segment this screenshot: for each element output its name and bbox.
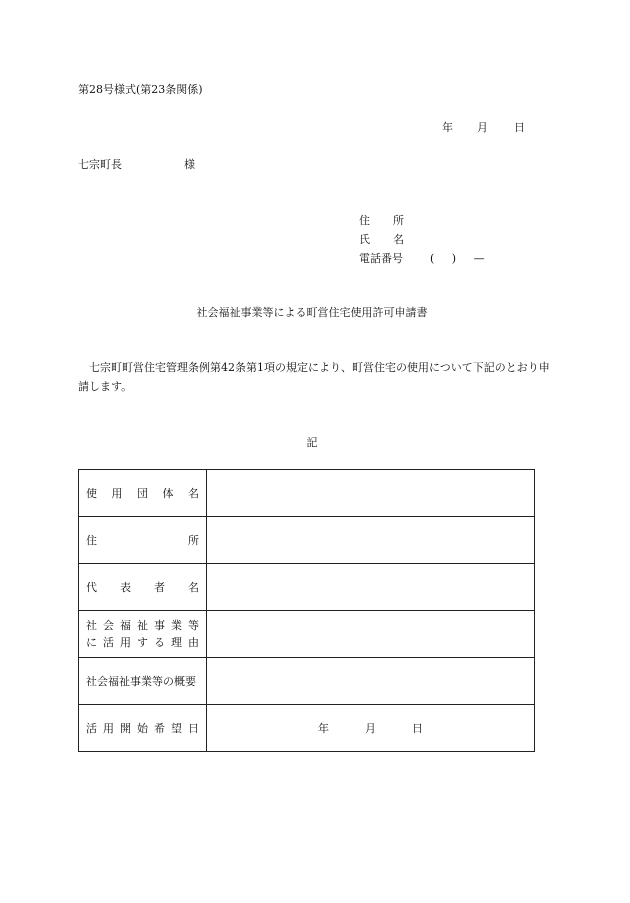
label-char: 理 <box>171 636 182 649</box>
date-year-label: 年 <box>442 121 453 134</box>
start-date-label <box>86 720 199 736</box>
date-line <box>442 119 525 135</box>
applicant-address-row <box>359 211 485 230</box>
label-char: 所 <box>188 534 199 547</box>
label-char: 会 <box>103 619 114 632</box>
organization-value-cell[interactable] <box>207 470 535 517</box>
table-row-reason <box>79 611 535 658</box>
label-char: 代 <box>86 581 97 594</box>
start-date-label-cell <box>79 705 207 752</box>
label-char: 使 <box>86 487 97 500</box>
label-char: 希 <box>154 722 165 735</box>
organization-label-cell <box>79 470 207 517</box>
applicant-name-row <box>359 230 485 249</box>
start-date-value-cell[interactable] <box>207 705 535 752</box>
reason-label-line2 <box>86 634 199 651</box>
label-char: 用 <box>103 722 114 735</box>
applicant-phone-format: ( ) — <box>430 252 485 265</box>
addressee <box>78 156 195 172</box>
table-row-overview <box>79 658 535 705</box>
label-char: 事 <box>154 619 165 632</box>
label-char: 由 <box>188 636 199 649</box>
reason-label-line1 <box>86 617 199 634</box>
start-date-year: 年 <box>318 722 329 735</box>
applicant-phone-row <box>359 249 485 268</box>
address-label <box>86 532 199 548</box>
addressee-title: 七宗町長 <box>78 158 122 171</box>
label-char: 開 <box>120 722 131 735</box>
label-char: す <box>137 636 148 649</box>
date-day-label: 日 <box>514 121 525 134</box>
applicant-name-label: 氏名 <box>359 233 427 246</box>
overview-value-cell[interactable] <box>207 658 535 705</box>
label-char: 日 <box>188 722 199 735</box>
label-char: 住 <box>86 534 97 547</box>
form-number: 第28号様式(第23条関係) <box>78 83 203 96</box>
ki-label-text: 記 <box>306 436 318 449</box>
label-char: 者 <box>154 581 165 594</box>
organization-label <box>86 485 199 501</box>
ki-label <box>0 434 630 450</box>
reason-value-cell[interactable] <box>207 611 535 658</box>
overview-label: 社会福祉事業等の概要 <box>86 675 196 688</box>
label-char: 名 <box>188 487 199 500</box>
label-char: 活 <box>103 636 114 649</box>
label-char: 望 <box>171 722 182 735</box>
label-char: 祉 <box>137 619 148 632</box>
applicant-phone-label: 電話番号 <box>359 252 403 265</box>
label-char: 業 <box>171 619 182 632</box>
representative-label <box>86 579 199 595</box>
label-char: 用 <box>111 487 123 500</box>
label-char: 体 <box>162 487 174 500</box>
representative-value-cell[interactable] <box>207 564 535 611</box>
label-char: る <box>154 636 165 649</box>
label-char: 活 <box>86 722 97 735</box>
label-char: 団 <box>137 487 148 500</box>
body-text: 七宗町町営住宅管理条例第42条第1項の規定により、町営住宅の使用について下記のとおり申請します。 <box>78 361 550 393</box>
detail-table <box>78 469 535 752</box>
label-char: 等 <box>188 619 199 632</box>
label-char: 社 <box>86 619 97 632</box>
table-row-address <box>79 517 535 564</box>
start-date-month: 月 <box>365 722 376 735</box>
document-title <box>0 304 630 320</box>
label-char: 名 <box>188 581 199 594</box>
document-title-text: 社会福祉事業等による町営住宅使用許可申請書 <box>196 306 428 319</box>
table-row-start-date <box>79 705 535 752</box>
applicant-block <box>359 211 485 268</box>
addressee-honorific: 様 <box>184 158 195 171</box>
representative-label-cell <box>79 564 207 611</box>
label-char: 用 <box>120 636 131 649</box>
reason-label <box>86 617 199 651</box>
label-char: 表 <box>120 581 131 594</box>
label-char: 始 <box>137 722 148 735</box>
table-row-representative <box>79 564 535 611</box>
reason-label-cell <box>79 611 207 658</box>
date-month-label: 月 <box>477 121 488 134</box>
start-date-day: 日 <box>412 722 423 735</box>
start-date-fields <box>207 720 534 736</box>
address-label-cell <box>79 517 207 564</box>
address-value-cell[interactable] <box>207 517 535 564</box>
table-row-organization <box>79 470 535 517</box>
label-char: に <box>86 636 97 649</box>
label-char: 福 <box>120 619 131 632</box>
applicant-address-label: 住所 <box>359 214 427 227</box>
overview-label-cell <box>79 658 207 705</box>
